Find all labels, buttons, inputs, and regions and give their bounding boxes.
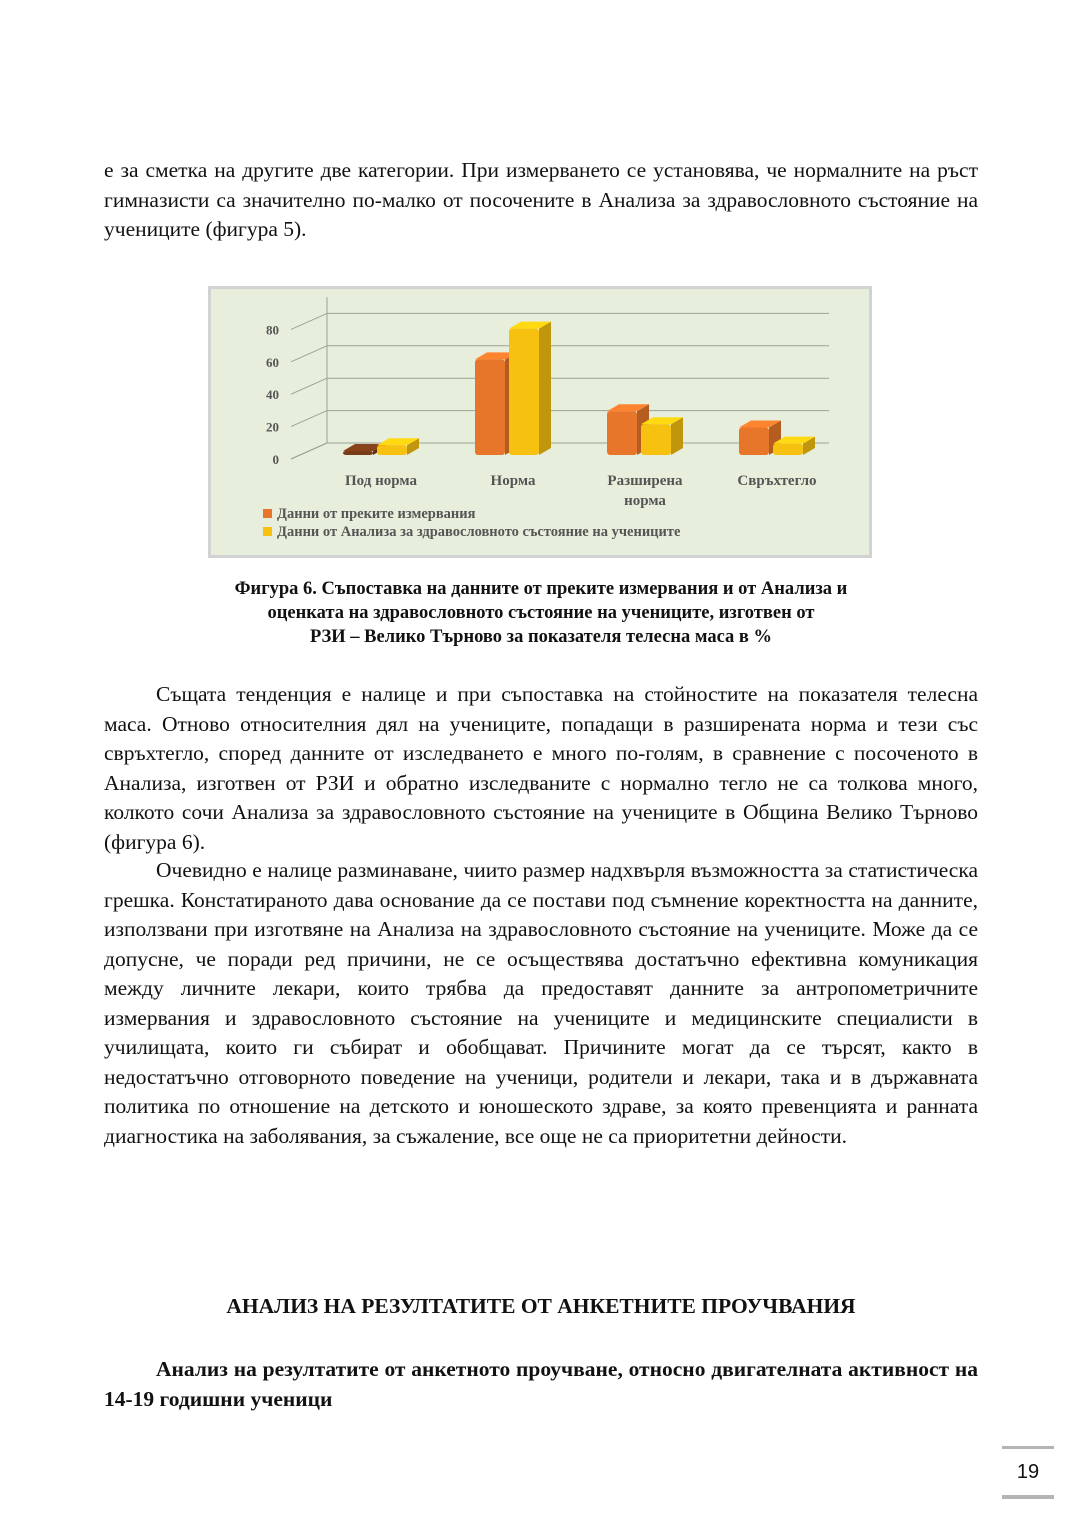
caption-line-2: оценката на здравословното състояние на учениците, изготвен от	[267, 603, 815, 623]
legend-swatch	[263, 509, 272, 518]
bar	[475, 359, 505, 455]
page-number: 19	[1002, 1446, 1054, 1499]
bar-chart	[211, 289, 869, 555]
bar-side	[539, 322, 551, 455]
gridline-diagonal	[291, 443, 327, 459]
x-tick-label: Разширена	[607, 473, 683, 489]
caption-line-1: Фигура 6. Съпоставка на данните от преките измервания и от Анализа и	[234, 579, 848, 599]
gridline-diagonal	[291, 346, 327, 362]
bar	[641, 424, 671, 455]
y-tick-label: 80	[266, 322, 279, 338]
legend-label: Данни от преките измервания	[277, 506, 476, 522]
y-tick-label: 40	[266, 387, 279, 403]
figure-6-chart	[208, 286, 872, 558]
bar	[607, 411, 637, 455]
figure-caption	[104, 577, 978, 649]
x-tick-label: Под норма	[345, 473, 417, 489]
caption-line-3: РЗИ – Велико Търново за показателя телесна маса в %	[309, 627, 773, 647]
y-tick-label: 60	[266, 354, 279, 370]
gridline-diagonal	[291, 411, 327, 427]
bar	[377, 445, 407, 455]
y-tick-label: 0	[272, 452, 279, 467]
bar	[773, 444, 803, 455]
paragraph-body-2: Очевидно е налице разминаване, чиито размер надхвърля възможността за статистическа грешка. Констатираното дава основание да се постави под съмнение коректността на данните, използвани при изготвяне на Анализа на здравословното състояние на учениците. Може да се допусне, че поради ред причини, не се осъществява достатъчно ефективна комуникация между личните лекари, които трябва да предоставят данните за антропометричните измервания и здравословното състояние на учениците и медицинските специалисти в училищата, които ги събират и обобщават. Причините могат да се търсят, както в недостатъчно отговорното поведение на ученици, родители и лекари, така и в държавната политика по отношение на детското и юношеското здраве, за която превенцията и ранната диагностика на заболявания, за съжаление, все още не са приоритетни дейности.	[104, 858, 978, 1148]
x-tick-label: Норма	[490, 473, 536, 489]
section-heading: АНАЛИЗ НА РЕЗУЛТАТИТЕ ОТ АНКЕТНИТЕ ПРОУЧВАНИЯ	[226, 1294, 856, 1318]
legend-label: Данни от Анализа за здравословното състояние на учениците	[277, 524, 681, 540]
bar	[739, 427, 769, 455]
bar	[509, 329, 539, 455]
x-tick-label: Свръхтегло	[737, 473, 817, 489]
gridline-diagonal	[291, 378, 327, 394]
bar	[343, 451, 373, 455]
legend-swatch	[263, 527, 272, 536]
paragraph-top: е за сметка на другите две категории. При измерването се установява, че нормалните на ръст гимназисти са значително по-малко от посочените в Анализа за здравословното състояние на учениците (фигура 5).	[104, 158, 978, 241]
y-tick-label: 20	[266, 419, 279, 435]
x-tick-label: норма	[624, 493, 666, 509]
gridline-diagonal	[291, 313, 327, 329]
paragraph-body-1: Същата тенденция е налице и при съпоставка на стойностите на показателя телесна маса. Отново относителния дял на учениците, попадащи в разширената норма и тези със свръхтегло, според данните от изследването е много по-голям, в сравнение с посоченото в Анализа, изготвен от РЗИ и обратно изследваните с нормално тегло не са толкова много, колкото сочи Анализа за здравословното състояние на учениците в Община Велико Търново (фигура 6).	[104, 682, 978, 854]
subsection-heading: Анализ на резултатите от анкетното проучване, относно двигателната активност на 14-19 годишни ученици	[104, 1357, 978, 1411]
